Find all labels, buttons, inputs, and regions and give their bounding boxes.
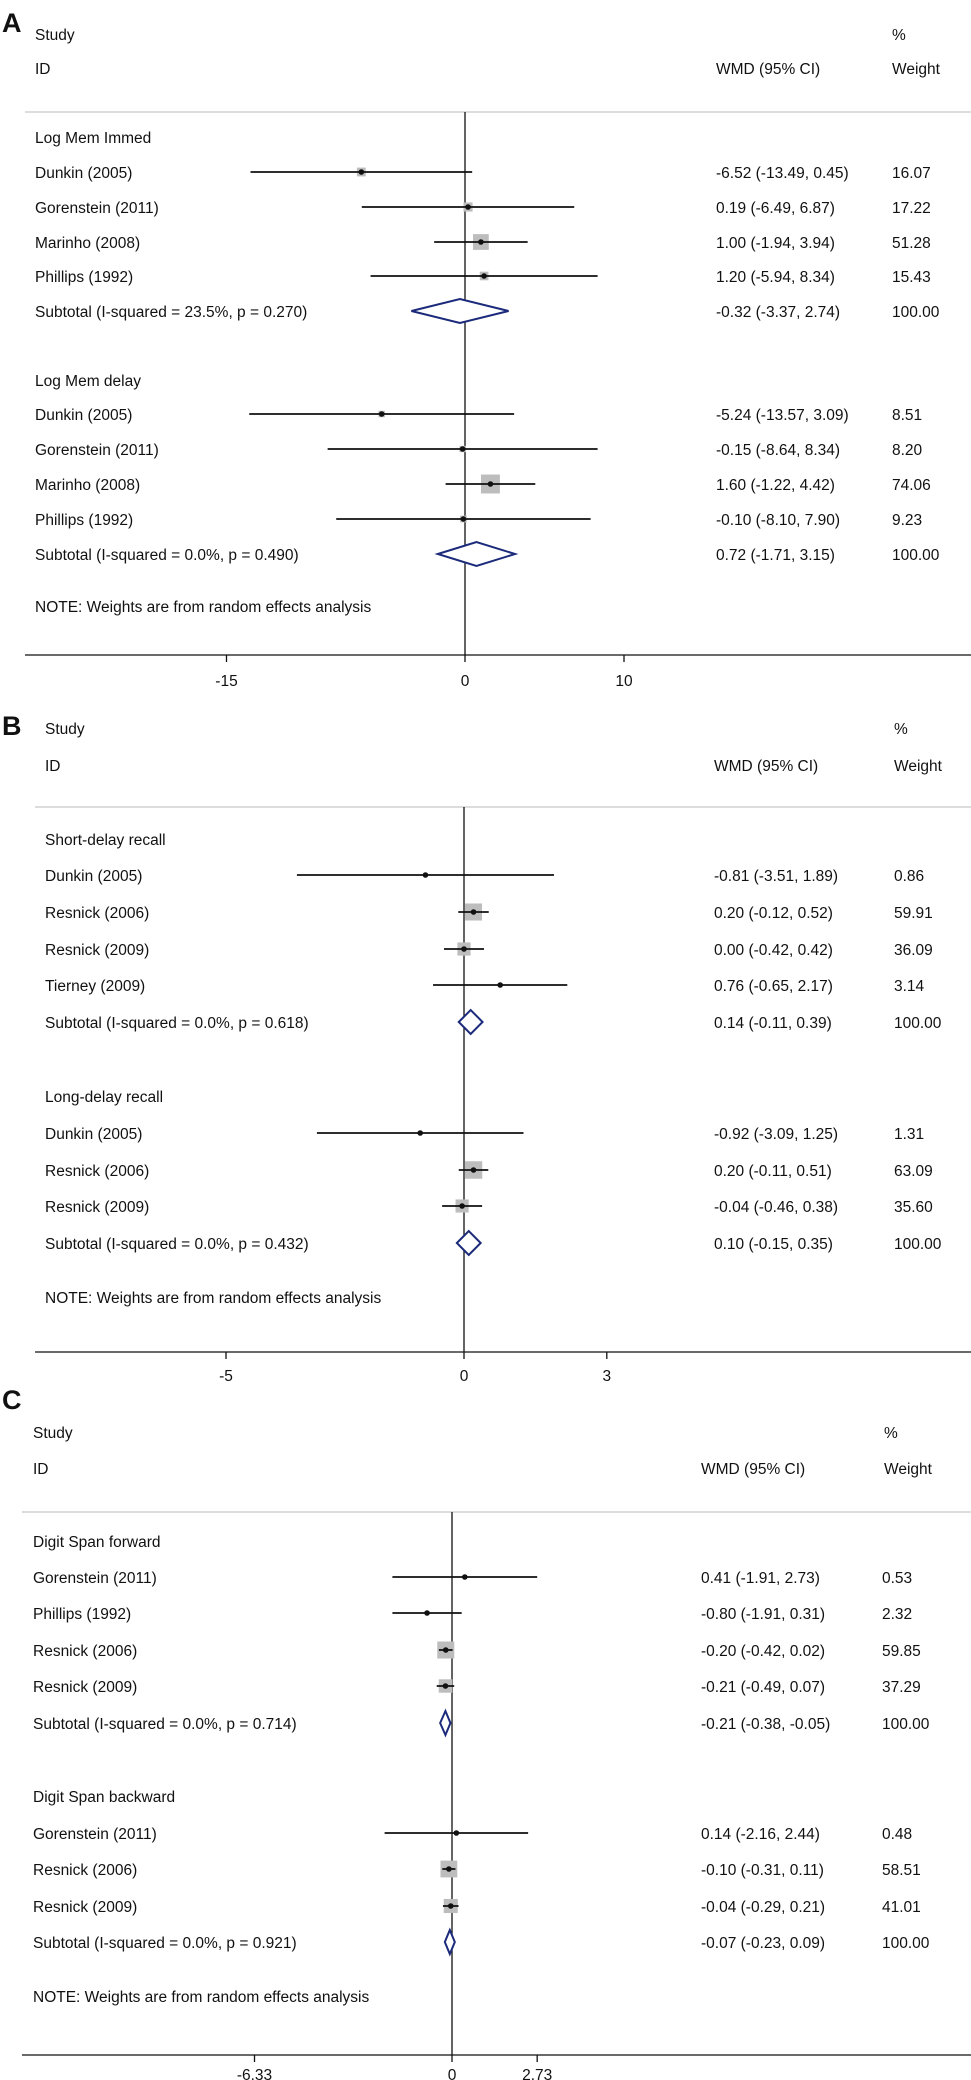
group-label: Log Mem Immed	[35, 130, 152, 147]
subtotal-label: Subtotal (I-squared = 0.0%, p = 0.921)	[33, 1935, 297, 1952]
study-label: Resnick (2006)	[45, 1163, 150, 1180]
x-tick-label: 10	[615, 673, 633, 690]
point-estimate	[379, 411, 385, 417]
point-estimate	[461, 516, 467, 522]
study-ci: 1.20 (-5.94, 8.34)	[716, 269, 835, 286]
study-ci: -6.52 (-13.49, 0.45)	[716, 165, 849, 182]
point-estimate	[488, 481, 494, 487]
point-estimate	[471, 909, 477, 915]
study-weight: 8.20	[892, 442, 923, 459]
study-weight: 59.85	[882, 1643, 921, 1660]
header-pct: %	[892, 27, 906, 44]
study-weight: 36.09	[894, 942, 933, 959]
study-ci: 0.19 (-6.49, 6.87)	[716, 200, 835, 217]
group-label: Digit Span forward	[33, 1534, 161, 1551]
point-estimate	[478, 239, 484, 245]
study-label: Resnick (2006)	[33, 1862, 138, 1879]
point-estimate	[460, 446, 466, 452]
x-tick-label: 0	[447, 2067, 457, 2080]
point-estimate	[459, 1203, 465, 1209]
study-label: Marinho (2008)	[35, 477, 141, 494]
point-estimate	[443, 1683, 449, 1689]
study-ci: 0.00 (-0.42, 0.42)	[714, 942, 833, 959]
footnote: NOTE: Weights are from random effects analysis	[45, 1290, 382, 1307]
study-label: Dunkin (2005)	[35, 407, 133, 424]
x-tick-label: 2.73	[522, 2067, 553, 2080]
point-estimate	[443, 1647, 449, 1653]
study-ci: 1.60 (-1.22, 4.42)	[716, 477, 835, 494]
point-estimate	[462, 1574, 468, 1580]
panel-b	[2, 711, 971, 1307]
study-ci: -0.20 (-0.42, 0.02)	[701, 1643, 826, 1660]
study-label: Resnick (2009)	[45, 942, 150, 959]
header-id: ID	[33, 1461, 49, 1478]
header-weight: Weight	[892, 61, 940, 78]
study-label: Gorenstein (2011)	[35, 200, 159, 217]
study-weight: 16.07	[892, 165, 931, 182]
header-weight: Weight	[884, 1461, 932, 1478]
point-estimate	[423, 872, 429, 878]
panel-label: A	[2, 8, 22, 38]
subtotal-weight: 100.00	[894, 1236, 942, 1253]
study-ci: 0.14 (-2.16, 2.44)	[701, 1826, 820, 1843]
study-label: Gorenstein (2011)	[33, 1826, 157, 1843]
subtotal-ci: 0.14 (-0.11, 0.39)	[714, 1015, 832, 1032]
subtotal-diamond	[411, 299, 508, 323]
study-weight: 0.86	[894, 868, 925, 885]
point-estimate	[497, 982, 503, 988]
point-estimate	[448, 1903, 454, 1909]
subtotal-diamond	[445, 1930, 455, 1954]
study-ci: -0.80 (-1.91, 0.31)	[701, 1606, 826, 1623]
study-label: Resnick (2006)	[33, 1643, 138, 1660]
header-pct: %	[884, 1425, 898, 1442]
subtotal-ci: -0.21 (-0.38, -0.05)	[701, 1716, 831, 1733]
study-label: Resnick (2009)	[45, 1199, 150, 1216]
group-label: Digit Span backward	[33, 1789, 176, 1806]
study-ci: -5.24 (-13.57, 3.09)	[716, 407, 849, 424]
subtotal-weight: 100.00	[892, 547, 940, 564]
point-estimate	[424, 1610, 430, 1616]
subtotal-label: Subtotal (I-squared = 23.5%, p = 0.270)	[35, 304, 308, 321]
study-ci: -0.10 (-8.10, 7.90)	[716, 512, 841, 529]
study-label: Resnick (2009)	[33, 1899, 138, 1916]
header-study: Study	[35, 27, 75, 44]
panel-label: C	[2, 1385, 22, 1415]
study-weight: 8.51	[892, 407, 923, 424]
study-label: Gorenstein (2011)	[33, 1570, 157, 1587]
x-tick-label: -6.33	[236, 2067, 273, 2080]
group-label: Log Mem delay	[35, 373, 141, 390]
study-ci: -0.81 (-3.51, 1.89)	[714, 868, 839, 885]
study-weight: 41.01	[882, 1899, 921, 1916]
subtotal-weight: 100.00	[892, 304, 940, 321]
study-ci: -0.15 (-8.64, 8.34)	[716, 442, 841, 459]
subtotal-diamond	[457, 1231, 481, 1255]
header-study: Study	[33, 1425, 73, 1442]
header-weight: Weight	[894, 758, 942, 775]
study-ci: 0.20 (-0.11, 0.51)	[714, 1163, 832, 1180]
subtotal-weight: 100.00	[882, 1935, 930, 1952]
study-label: Phillips (1992)	[33, 1606, 132, 1623]
study-label: Resnick (2006)	[45, 905, 150, 922]
subtotal-ci: -0.32 (-3.37, 2.74)	[716, 304, 841, 321]
panel-label: B	[2, 711, 22, 741]
point-estimate	[465, 204, 471, 210]
study-ci: -0.21 (-0.49, 0.07)	[701, 1679, 826, 1696]
x-tick-label: 3	[602, 1368, 612, 1385]
study-weight: 9.23	[892, 512, 923, 529]
subtotal-diamond	[438, 542, 515, 566]
study-weight: 51.28	[892, 235, 931, 252]
header-id: ID	[45, 758, 61, 775]
study-label: Marinho (2008)	[35, 235, 141, 252]
study-label: Resnick (2009)	[33, 1679, 138, 1696]
header-effect: WMD (95% CI)	[716, 61, 821, 78]
point-estimate	[417, 1130, 423, 1136]
group-label: Long-delay recall	[45, 1089, 164, 1106]
study-weight: 17.22	[892, 200, 931, 217]
x-tick-label: 0	[459, 1368, 469, 1385]
study-ci: 1.00 (-1.94, 3.94)	[716, 235, 835, 252]
study-ci: -0.92 (-3.09, 1.25)	[714, 1126, 839, 1143]
study-weight: 59.91	[894, 905, 933, 922]
point-estimate	[461, 946, 467, 952]
header-id: ID	[35, 61, 51, 78]
subtotal-diamond	[440, 1711, 450, 1735]
study-ci: 0.41 (-1.91, 2.73)	[701, 1570, 820, 1587]
x-tick-label: -5	[219, 1368, 233, 1385]
group-label: Short-delay recall	[45, 832, 166, 849]
point-estimate	[454, 1830, 460, 1836]
study-weight: 58.51	[882, 1862, 921, 1879]
point-estimate	[446, 1866, 452, 1872]
study-weight: 74.06	[892, 477, 931, 494]
subtotal-weight: 100.00	[894, 1015, 942, 1032]
header-pct: %	[894, 721, 908, 738]
study-ci: 0.20 (-0.12, 0.52)	[714, 905, 833, 922]
study-label: Dunkin (2005)	[45, 868, 143, 885]
study-ci: -0.04 (-0.29, 0.21)	[701, 1899, 826, 1916]
subtotal-ci: -0.07 (-0.23, 0.09)	[701, 1935, 826, 1952]
study-weight: 2.32	[882, 1606, 913, 1623]
subtotal-diamond	[459, 1010, 483, 1034]
study-ci: 0.76 (-0.65, 2.17)	[714, 978, 833, 995]
study-weight: 1.31	[894, 1126, 925, 1143]
subtotal-label: Subtotal (I-squared = 0.0%, p = 0.432)	[45, 1236, 309, 1253]
study-weight: 37.29	[882, 1679, 921, 1696]
header-effect: WMD (95% CI)	[714, 758, 819, 775]
study-weight: 0.48	[882, 1826, 913, 1843]
header-effect: WMD (95% CI)	[701, 1461, 806, 1478]
study-label: Dunkin (2005)	[35, 165, 133, 182]
study-ci: -0.04 (-0.46, 0.38)	[714, 1199, 839, 1216]
x-tick-label: 0	[460, 673, 470, 690]
study-weight: 63.09	[894, 1163, 933, 1180]
study-weight: 15.43	[892, 269, 931, 286]
subtotal-label: Subtotal (I-squared = 0.0%, p = 0.490)	[35, 547, 299, 564]
study-label: Phillips (1992)	[35, 269, 134, 286]
subtotal-ci: 0.72 (-1.71, 3.15)	[716, 547, 835, 564]
point-estimate	[471, 1167, 477, 1173]
point-estimate	[481, 273, 487, 279]
point-estimate	[359, 169, 365, 175]
footnote: NOTE: Weights are from random effects analysis	[33, 1989, 370, 2006]
study-weight: 0.53	[882, 1570, 913, 1587]
subtotal-label: Subtotal (I-squared = 0.0%, p = 0.618)	[45, 1015, 309, 1032]
panel-c	[2, 1385, 971, 2006]
study-weight: 35.60	[894, 1199, 933, 1216]
footnote: NOTE: Weights are from random effects analysis	[35, 599, 372, 616]
study-ci: -0.10 (-0.31, 0.11)	[701, 1862, 824, 1879]
subtotal-label: Subtotal (I-squared = 0.0%, p = 0.714)	[33, 1716, 297, 1733]
header-study: Study	[45, 721, 85, 738]
study-weight: 3.14	[894, 978, 925, 995]
x-tick-label: -15	[215, 673, 238, 690]
study-label: Gorenstein (2011)	[35, 442, 159, 459]
study-label: Tierney (2009)	[45, 978, 146, 995]
study-label: Dunkin (2005)	[45, 1126, 143, 1143]
subtotal-ci: 0.10 (-0.15, 0.35)	[714, 1236, 833, 1253]
study-label: Phillips (1992)	[35, 512, 134, 529]
subtotal-weight: 100.00	[882, 1716, 930, 1733]
